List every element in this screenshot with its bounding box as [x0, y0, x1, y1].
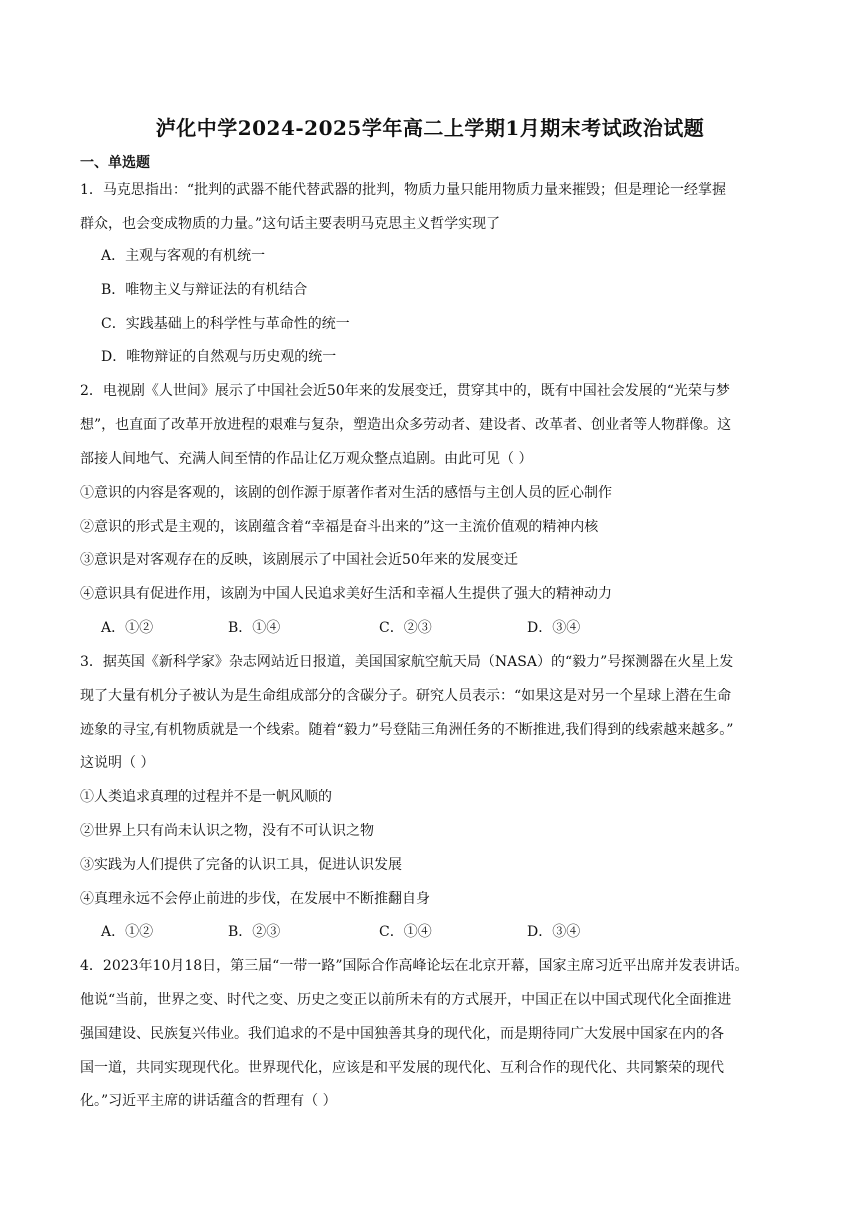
- q4-stem-line-3: 强国建设、民族复兴伟业。我们追求的不是中国独善其身的现代化，而是期待同广大发展中国家在内的各: [80, 1026, 724, 1042]
- q1-stem-line-2: 群众，也会变成物质的力量。”这句话主要表明马克思主义哲学实现了: [80, 216, 501, 232]
- q2-choice-d: D．③④: [527, 620, 581, 636]
- q3-stem-line-4: 这说明（ ）: [80, 755, 155, 771]
- q3-statement-3: ③实践为人们提供了完备的认识工具，促进认识发展: [80, 857, 402, 873]
- q4-stem-line-4: 国一道，共同实现现代化。世界现代化，应该是和平发展的现代化、互利合作的现代化、共同繁荣的现代: [80, 1060, 724, 1076]
- q3-statement-2: ②世界上只有尚未认识之物，没有不可认识之物: [80, 823, 374, 839]
- q3-stem-line-2: 现了大量有机分子被认为是生命组成部分的含碳分子。研究人员表示：“如果这是对另一个星球上潜在生命: [80, 688, 732, 704]
- q4-stem-line-2: 他说“当前，世界之变、时代之变、历史之变正以前所未有的方式展开，中国正在以中国式现代化全面推进: [80, 992, 732, 1008]
- q2-choice-c: C．②③: [379, 620, 432, 636]
- q2-stem-line-3: 部接人间地气、充满人间至情的作品让亿万观众整点追剧。由此可见（ ）: [80, 451, 533, 467]
- q3-statement-4: ④真理永远不会停止前进的步伐，在发展中不断推翻自身: [80, 891, 430, 907]
- q2-choice-b: B．①④: [228, 620, 281, 636]
- q1-option-a: A．主观与客观的有机统一: [101, 248, 266, 264]
- q3-choice-a: A．①②: [101, 924, 154, 940]
- q1-option-d: D．唯物辩证的自然观与历史观的统一: [101, 349, 337, 365]
- section-heading: 一、单选题: [80, 155, 150, 171]
- q2-statement-3: ③意识是对客观存在的反映，该剧展示了中国社会近50年来的发展变迁: [80, 552, 518, 568]
- q2-statement-2: ②意识的形式是主观的，该剧蕴含着“幸福是奋斗出来的”这一主流价值观的精神内核: [80, 519, 599, 535]
- q2-statement-1: ①意识的内容是客观的，该剧的创作源于原著作者对生活的感悟与主创人员的匠心制作: [80, 485, 612, 501]
- q3-choice-b: B．②③: [228, 924, 281, 940]
- q3-stem-line-1: 3．据英国《新科学家》杂志网站近日报道，美国国家航空航天局（NASA）的“毅力”号探测器在火星上发: [80, 654, 734, 670]
- page-title: 泸化中学2024-2025学年高二上学期1月期末考试政治试题: [155, 116, 705, 140]
- q2-choice-a: A．①②: [101, 620, 154, 636]
- q3-statement-1: ①人类追求真理的过程并不是一帆风顺的: [80, 789, 332, 805]
- q3-choice-d: D．③④: [527, 924, 581, 940]
- q2-stem-line-1: 2．电视剧《人世间》展示了中国社会近50年来的发展变迁，贯穿其中的，既有中国社会发展的“光荣与梦: [80, 383, 730, 399]
- q4-stem-line-5: 化。”习近平主席的讲话蕴含的哲理有（ ）: [80, 1093, 337, 1109]
- q4-stem-line-1: 4．2023年10月18日，第三届“一带一路”国际合作高峰论坛在北京开幕，国家主席习近平出席并发表讲话。: [80, 958, 749, 974]
- q3-stem-line-3: 迹象的寻宝,有机物质就是一个线索。随着“毅力”号登陆三角洲任务的不断推进,我们得到的线索越来越多。”: [80, 722, 734, 738]
- q1-option-b: B．唯物主义与辩证法的有机结合: [101, 282, 308, 298]
- q2-stem-line-2: 想”，也直面了改革开放进程的艰难与复杂，塑造出众多劳动者、建设者、改革者、创业者等人物群像。这: [80, 417, 732, 433]
- q1-option-c: C．实践基础上的科学性与革命性的统一: [101, 316, 350, 332]
- q1-stem-line-1: 1．马克思指出：“批判的武器不能代替武器的批判，物质力量只能用物质力量来摧毁；但是理论一经掌握: [80, 182, 727, 198]
- q2-statement-4: ④意识具有促进作用，该剧为中国人民追求美好生活和幸福人生提供了强大的精神动力: [80, 586, 612, 602]
- q3-choice-c: C．①④: [379, 924, 432, 940]
